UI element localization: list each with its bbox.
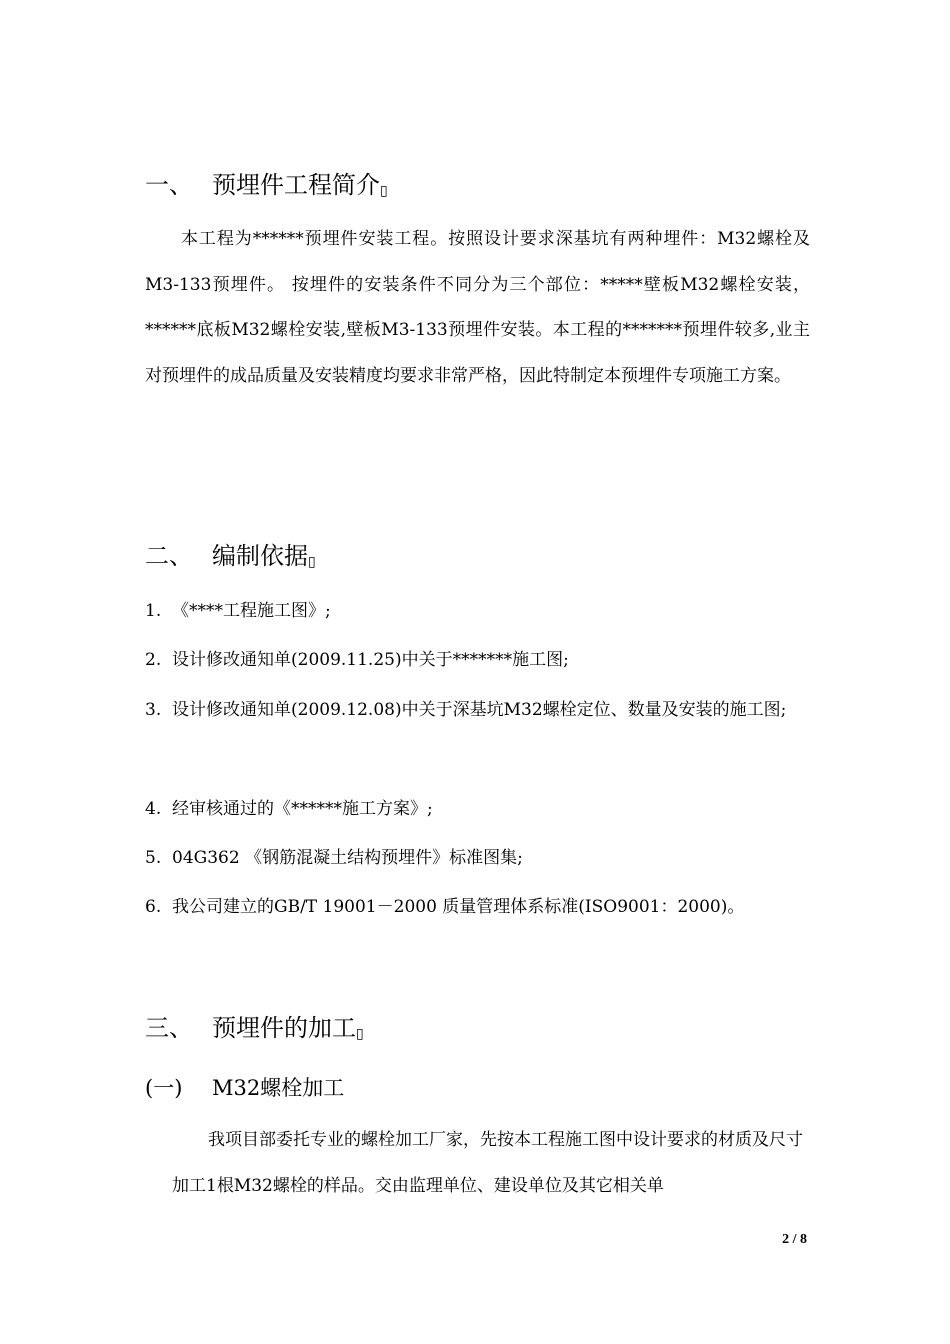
section-heading-3 xyxy=(145,1008,364,1043)
section-title: 预埋件工程简介 xyxy=(212,171,380,199)
list-item: 5. 04G362 《钢筋混凝土结构预埋件》标准图集; xyxy=(145,848,523,868)
section-heading-1 xyxy=(145,165,388,200)
section-title: 编制依据 xyxy=(212,542,308,570)
section-title: 预埋件的加工 xyxy=(212,1014,356,1042)
subsection-title: M32螺栓加工 xyxy=(212,1076,345,1100)
subsection-paragraph: 我项目部委托专业的螺栓加工厂家，先按本工程施工图中设计要求的材质及尺寸加工1根M32螺栓的样品。交由监理单位、建设单位及其它相关单 xyxy=(172,1130,803,1196)
intro-paragraph: 本工程为******预埋件安装工程。按照设计要求深基坑有两种埋件：M32螺栓及M3-133预埋件。 按埋件的安装条件不同分为三个部位：*****壁板M32螺栓安装，******底板M32螺栓安装,壁板M3-133预埋件安装。本工程的*******预埋件较多,业主对预埋件的成品质量及安装精度均要求非常严格，因此特制定本预埋件专项施工方案。 xyxy=(145,229,810,386)
subsection-number: (一) xyxy=(145,1076,183,1100)
heading-marker: ▯ xyxy=(308,554,316,570)
heading-marker: ▯ xyxy=(380,183,388,199)
list-item: 6. 我公司建立的GB/T 19001－2000 质量管理体系标准(ISO9001：2000)。 xyxy=(145,897,745,917)
section-heading-2 xyxy=(145,536,316,571)
list-item: 1. 《****工程施工图》; xyxy=(145,601,331,621)
section-number: 一、 xyxy=(145,171,193,199)
list-item: 2. 设计修改通知单(2009.11.25)中关于*******施工图; xyxy=(145,650,569,670)
section-number: 三、 xyxy=(145,1014,193,1042)
page-number: 2 / 8 xyxy=(782,1232,807,1247)
heading-marker: ▯ xyxy=(356,1026,364,1042)
list-item: 4. 经审核通过的《******施工方案》; xyxy=(145,799,433,819)
section-number: 二、 xyxy=(145,542,193,570)
subsection-heading xyxy=(145,1072,344,1102)
list-item: 3. 设计修改通知单(2009.12.08)中关于深基坑M32螺栓定位、数量及安装的施工图; xyxy=(145,700,787,720)
